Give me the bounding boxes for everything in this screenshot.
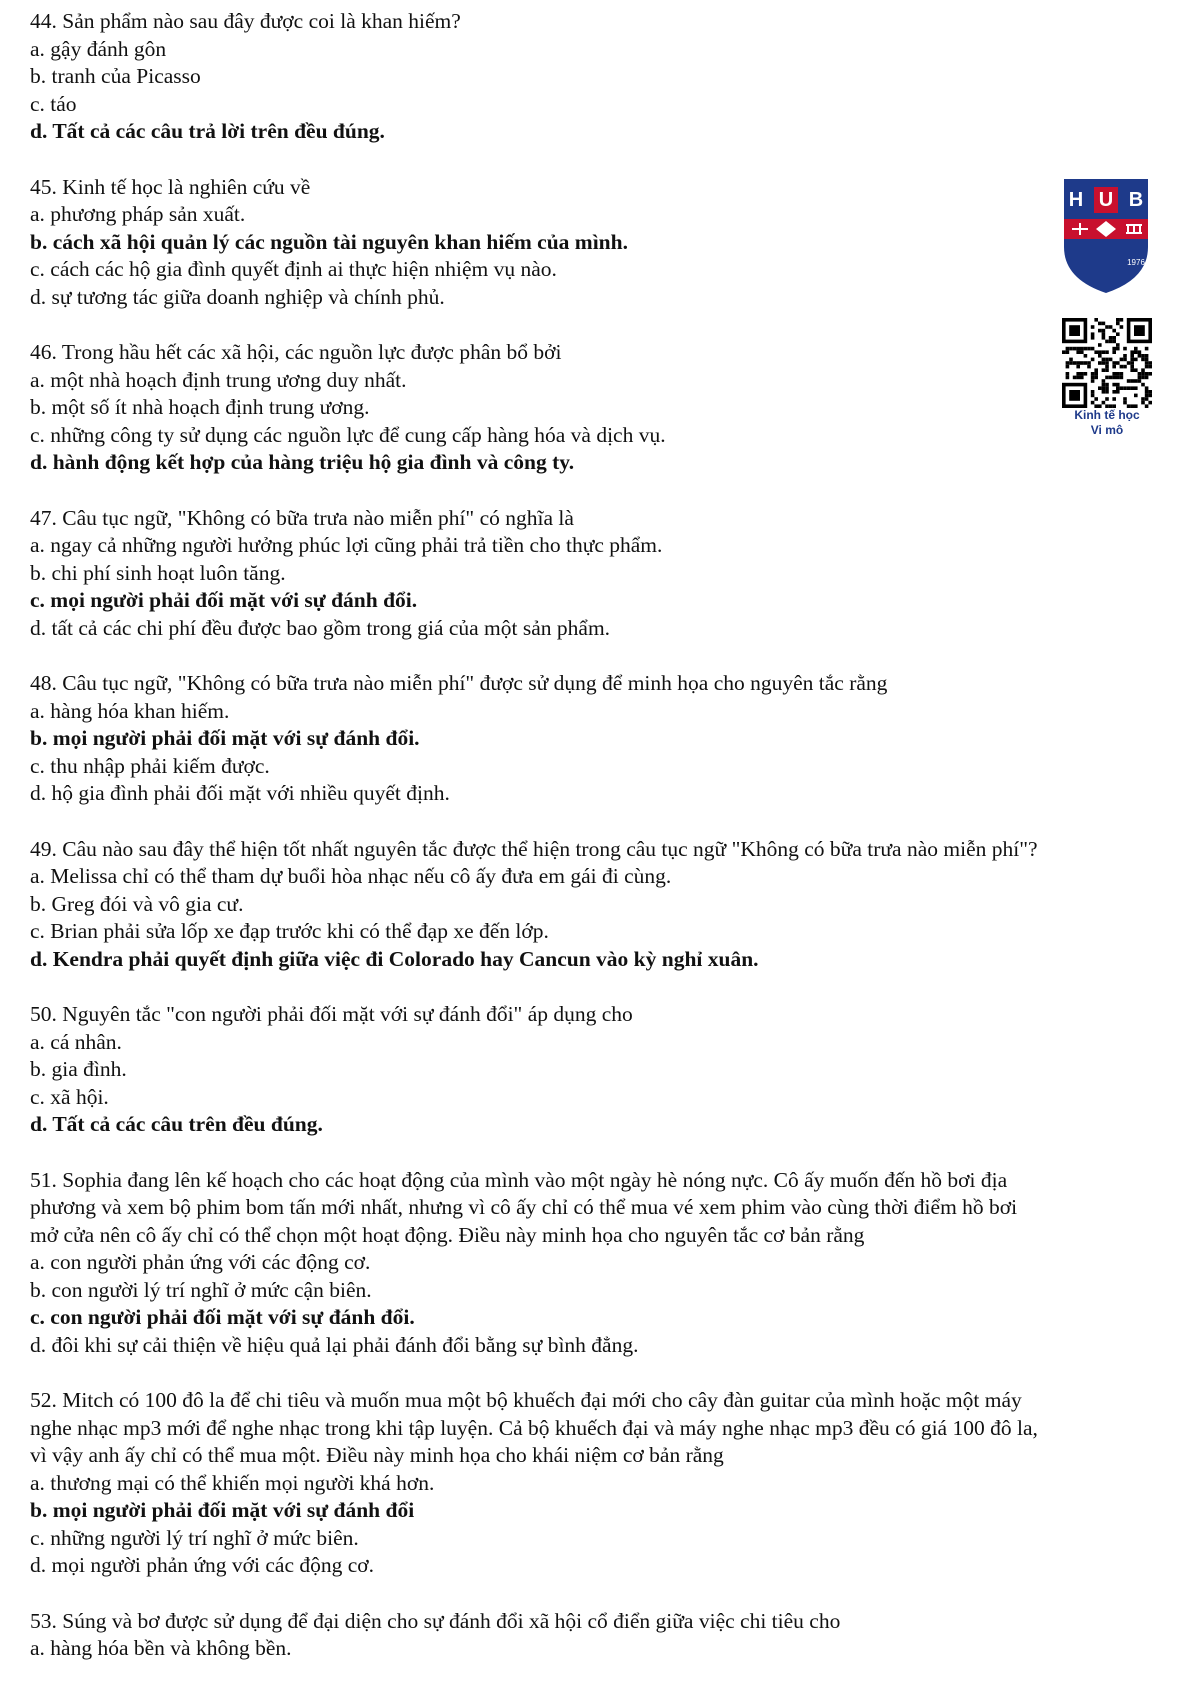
question-stem: phương và xem bộ phim bom tấn mới nhất, nhưng vì cô ấy chỉ có thể mua vé xem phim vào cùng thời điểm hồ bơi — [30, 1195, 1018, 1219]
qr-module — [1105, 350, 1109, 354]
correct-answer-option: d. hành động kết hợp của hàng triệu hộ gia đình và công ty. — [30, 450, 575, 474]
qr-module — [1116, 332, 1120, 336]
qr-module — [1102, 336, 1106, 340]
qr-module — [1123, 358, 1127, 362]
qr-module — [1098, 343, 1102, 347]
qr-module — [1112, 336, 1116, 340]
qr-module — [1145, 347, 1149, 351]
question-stem: 48. Câu tục ngữ, "Không có bữa trưa nào miễn phí" được sử dụng để minh họa cho nguyên tắc rằng — [30, 671, 888, 695]
qr-module — [1066, 365, 1070, 369]
correct-answer-option: b. mọi người phải đối mặt với sự đánh đổi. — [30, 726, 420, 750]
qr-module — [1087, 365, 1091, 369]
qr-module — [1098, 322, 1102, 326]
hub-logo — [1060, 175, 1152, 297]
qr-module — [1109, 358, 1113, 362]
answer-option: a. cá nhân. — [30, 1029, 122, 1054]
qr-module — [1141, 368, 1145, 372]
qr-module — [1127, 361, 1131, 365]
qr-module — [1066, 376, 1070, 380]
question-stem: 51. Sophia đang lên kế hoạch cho các hoạt động của mình vào một ngày hè nóng nực. Cô ấy muốn đến hồ bơi địa — [30, 1167, 1008, 1192]
question-stem: 47. Câu tục ngữ, "Không có bữa trưa nào miễn phí" có nghĩa là — [30, 505, 574, 530]
qr-module — [1091, 390, 1095, 394]
qr-module — [1109, 325, 1113, 329]
qr-module — [1116, 361, 1120, 365]
question-stem: 45. Kinh tế học là nghiên cứu về — [30, 174, 311, 199]
qr-module — [1105, 386, 1109, 390]
qr-module — [1123, 347, 1127, 351]
qr-module — [1134, 368, 1138, 372]
qr-module — [1120, 372, 1124, 376]
answer-option: a. thương mại có thể khiến mọi người khá hơn. — [30, 1470, 435, 1495]
question-stem: vì vậy anh ấy chỉ có thể mua một. Điều này minh họa cho khái niệm cơ bản rằng — [30, 1443, 724, 1467]
answer-option: a. hàng hóa khan hiếm. — [30, 698, 230, 723]
qr-module — [1120, 325, 1124, 329]
question-stem: 44. Sản phẩm nào sau đây được coi là khan hiếm? — [30, 9, 461, 33]
qr-module — [1073, 376, 1077, 380]
question-block — [30, 174, 1165, 312]
qr-module — [1141, 372, 1145, 376]
qr-module — [1105, 340, 1109, 344]
qr-module — [1098, 361, 1102, 365]
qr-module — [1116, 390, 1120, 394]
qr-module — [1091, 332, 1095, 336]
qr-module — [1069, 361, 1073, 365]
answer-option: b. gia đình. — [30, 1057, 127, 1081]
qr-module — [1105, 361, 1109, 365]
qr-module — [1091, 325, 1095, 329]
correct-answer-option: b. cách xã hội quản lý các nguồn tài nguyên khan hiếm của mình. — [30, 229, 628, 254]
answer-option: c. xã hội. — [30, 1084, 109, 1109]
qr-module — [1069, 347, 1073, 351]
qr-module — [1109, 376, 1113, 380]
qr-module — [1116, 372, 1120, 376]
qr-module — [1102, 383, 1106, 387]
qr-block — [1058, 318, 1156, 438]
question-block — [30, 505, 1165, 643]
answer-option: d. đôi khi sự cải thiện về hiệu quả lại phải đánh đổi bằng sự bình đẳng. — [30, 1332, 639, 1357]
qr-module — [1145, 397, 1149, 401]
qr-module — [1109, 340, 1113, 344]
document-body — [30, 8, 1165, 1691]
qr-label-course: Kinh tế học — [1074, 408, 1140, 422]
answer-option: b. một số ít nhà hoạch định trung ương. — [30, 395, 370, 419]
qr-module — [1145, 358, 1149, 362]
qr-module — [1138, 354, 1142, 358]
qr-module — [1120, 358, 1124, 362]
answer-option: a. phương pháp sản xuất. — [30, 202, 246, 226]
qr-module — [1134, 379, 1138, 383]
qr-module — [1102, 322, 1106, 326]
answer-option: a. gậy đánh gôn — [30, 36, 167, 61]
qr-module — [1102, 361, 1106, 365]
qr-module — [1134, 358, 1138, 362]
qr-finder-inner — [1069, 325, 1080, 336]
qr-module — [1145, 372, 1149, 376]
qr-module — [1145, 361, 1149, 365]
question-block — [30, 1608, 1165, 1663]
qr-module — [1105, 325, 1109, 329]
qr-module — [1091, 347, 1095, 351]
qr-module — [1120, 365, 1124, 369]
qr-module — [1130, 358, 1134, 362]
correct-answer-option: c. con người phải đối mặt với sự đánh đổi. — [30, 1305, 415, 1329]
qr-module — [1105, 368, 1109, 372]
qr-module — [1076, 365, 1080, 369]
answer-option: a. một nhà hoạch định trung ương duy nhất. — [30, 367, 407, 392]
answer-option: c. Brian phải sửa lốp xe đạp trước khi có thể đạp xe đến lớp. — [30, 919, 549, 943]
qr-module — [1123, 386, 1127, 390]
qr-module — [1120, 376, 1124, 380]
qr-module — [1148, 401, 1152, 405]
answer-option: d. tất cả các chi phí đều được bao gồm trong giá của một sản phẩm. — [30, 615, 611, 640]
qr-module — [1066, 347, 1070, 351]
qr-module — [1130, 368, 1134, 372]
qr-module — [1116, 347, 1120, 351]
qr-module — [1112, 329, 1116, 333]
answer-option: c. cách các hộ gia đình quyết định ai thực hiện nhiệm vụ nào. — [30, 257, 557, 281]
qr-module — [1145, 390, 1149, 394]
qr-module — [1134, 386, 1138, 390]
answer-option: b. chi phí sinh hoạt luôn tăng. — [30, 560, 286, 585]
qr-module — [1120, 318, 1124, 322]
qr-module — [1112, 372, 1116, 376]
answer-option: c. những công ty sử dụng các nguồn lực để cung cấp hàng hóa và dịch vụ. — [30, 422, 666, 447]
qr-module — [1112, 397, 1116, 401]
qr-module — [1145, 386, 1149, 390]
qr-module — [1091, 379, 1095, 383]
qr-module — [1094, 372, 1098, 376]
qr-module — [1127, 386, 1131, 390]
correct-answer-option: c. mọi người phải đối mặt với sự đánh đổi. — [30, 588, 418, 612]
qr-module — [1102, 332, 1106, 336]
qr-module — [1076, 347, 1080, 351]
qr-module — [1073, 361, 1077, 365]
logo-letter-b: B — [1128, 189, 1144, 211]
qr-module — [1130, 379, 1134, 383]
answer-option: a. hàng hóa bền và không bền. — [30, 1636, 292, 1660]
qr-module — [1080, 361, 1084, 365]
qr-module — [1102, 358, 1106, 362]
qr-module — [1116, 386, 1120, 390]
qr-module — [1094, 350, 1098, 354]
qr-module — [1116, 383, 1120, 387]
qr-module — [1080, 372, 1084, 376]
question-stem: 50. Nguyên tắc "con người phải đối mặt với sự đánh đổi" áp dụng cho — [30, 1002, 633, 1026]
qr-module — [1116, 343, 1120, 347]
qr-module — [1105, 376, 1109, 380]
qr-finder-inner — [1134, 325, 1145, 336]
question-block — [30, 8, 1165, 146]
qr-module — [1080, 347, 1084, 351]
qr-module — [1091, 336, 1095, 340]
qr-module — [1141, 397, 1145, 401]
qr-module — [1102, 379, 1106, 383]
qr-module — [1098, 354, 1102, 358]
correct-answer-option: d. Tất cả các câu trên đều đúng. — [30, 1112, 323, 1136]
qr-module — [1066, 372, 1070, 376]
qr-module — [1084, 347, 1088, 351]
qr-module — [1102, 368, 1106, 372]
qr-module — [1112, 361, 1116, 365]
qr-module — [1148, 394, 1152, 398]
qr-module — [1094, 318, 1098, 322]
qr-module — [1123, 401, 1127, 405]
qr-module — [1094, 376, 1098, 380]
correct-answer-option: b. mọi người phải đối mặt với sự đánh đổi — [30, 1498, 415, 1522]
qr-module — [1134, 347, 1138, 351]
qr-module — [1145, 376, 1149, 380]
question-stem: 49. Câu nào sau đây thể hiện tốt nhất nguyên tắc được thể hiện trong câu tục ngữ "Không có bữa trưa nào miễn phí"? — [30, 836, 1038, 861]
question-stem: mở cửa nên cô ấy chỉ có thể chọn một hoạt động. Điều này minh họa cho nguyên tắc cơ bản rằng — [30, 1222, 865, 1247]
qr-module — [1145, 354, 1149, 358]
qr-module — [1116, 318, 1120, 322]
question-block — [30, 836, 1165, 974]
answer-option: d. sự tương tác giữa doanh nghiệp và chính phủ. — [30, 284, 445, 309]
qr-module — [1148, 390, 1152, 394]
qr-module — [1102, 350, 1106, 354]
qr-module — [1087, 361, 1091, 365]
answer-option: d. hộ gia đình phải đối mặt với nhiều quyết định. — [30, 781, 450, 805]
qr-module — [1112, 383, 1116, 387]
qr-module — [1091, 372, 1095, 376]
qr-module — [1084, 361, 1088, 365]
qr-module — [1134, 350, 1138, 354]
answer-option: a. Melissa chỉ có thể tham dự buổi hòa nhạc nếu cô ấy đưa em gái đi cùng. — [30, 864, 672, 888]
qr-module — [1084, 354, 1088, 358]
qr-module — [1076, 361, 1080, 365]
qr-module — [1112, 347, 1116, 351]
qr-module — [1112, 340, 1116, 344]
qr-module — [1091, 401, 1095, 405]
qr-module — [1098, 350, 1102, 354]
qr-module — [1138, 376, 1142, 380]
qr-module — [1141, 383, 1145, 387]
qr-module — [1148, 365, 1152, 369]
qr-module — [1105, 358, 1109, 362]
qr-module — [1112, 365, 1116, 369]
logo-letter-h: H — [1068, 189, 1084, 211]
answer-option: c. những người lý trí nghĩ ở mức biên. — [30, 1525, 359, 1550]
qr-module — [1134, 394, 1138, 398]
qr-module — [1145, 365, 1149, 369]
qr-module — [1105, 383, 1109, 387]
qr-module — [1098, 329, 1102, 333]
qr-module — [1076, 376, 1080, 380]
qr-module — [1105, 365, 1109, 369]
qr-module — [1130, 386, 1134, 390]
qr-module — [1130, 361, 1134, 365]
qr-finder-inner — [1069, 390, 1080, 401]
answer-option: a. ngay cả những người hưởng phúc lợi cũng phải trả tiền cho thực phẩm. — [30, 533, 663, 557]
qr-module — [1127, 379, 1131, 383]
qr-module — [1102, 401, 1106, 405]
question-block — [30, 1001, 1165, 1139]
question-stem: 53. Súng và bơ được sử dụng để đại diện cho sự đánh đổi xã hội cổ điển giữa việc chi tiêu cho — [30, 1608, 841, 1633]
qr-label-subject: Vi mô — [1090, 423, 1124, 437]
answer-option: a. con người phản ứng với các động cơ. — [30, 1250, 371, 1274]
qr-module — [1145, 394, 1149, 398]
qr-module — [1091, 358, 1095, 362]
qr-module — [1116, 376, 1120, 380]
qr-module — [1080, 376, 1084, 380]
answer-option: d. mọi người phản ứng với các động cơ. — [30, 1553, 375, 1577]
qr-module — [1112, 376, 1116, 380]
question-block — [30, 670, 1165, 808]
qr-module — [1138, 372, 1142, 376]
qr-module — [1076, 372, 1080, 376]
qr-module — [1145, 404, 1149, 408]
question-stem: nghe nhạc mp3 mới để nghe nhạc trong khi tập luyện. Cả bộ khuếch đại và máy nghe nhạc mp3 đều có giá 100 đô la, — [30, 1415, 1038, 1440]
qr-module — [1069, 358, 1073, 362]
qr-module — [1141, 358, 1145, 362]
qr-module — [1073, 347, 1077, 351]
answer-option: c. táo — [30, 91, 77, 116]
qr-module — [1076, 350, 1080, 354]
qr-module — [1130, 350, 1134, 354]
answer-option: b. con người lý trí nghĩ ở mức cận biên. — [30, 1277, 372, 1302]
answer-option: b. tranh của Picasso — [30, 64, 201, 88]
qr-module — [1130, 365, 1134, 369]
qr-module — [1105, 397, 1109, 401]
qr-module — [1094, 397, 1098, 401]
answer-option: c. thu nhập phải kiếm được. — [30, 753, 270, 778]
qr-module — [1109, 336, 1113, 340]
question-stem: 46. Trong hầu hết các xã hội, các nguồn lực được phân bổ bởi — [30, 340, 562, 364]
qr-code[interactable] — [1062, 318, 1152, 408]
correct-answer-option: d. Kendra phải quyết định giữa việc đi Colorado hay Cancun vào kỳ nghỉ xuân. — [30, 946, 759, 971]
logo-year: 1976 — [1127, 258, 1145, 267]
qr-module — [1084, 372, 1088, 376]
qr-module — [1091, 376, 1095, 380]
qr-module — [1123, 365, 1127, 369]
qr-module — [1138, 350, 1142, 354]
qr-module — [1120, 386, 1124, 390]
qr-module — [1098, 386, 1102, 390]
qr-module — [1141, 354, 1145, 358]
qr-module — [1141, 401, 1145, 405]
qr-module — [1066, 350, 1070, 354]
qr-module — [1080, 350, 1084, 354]
question-block — [30, 339, 1165, 477]
qr-module — [1130, 354, 1134, 358]
qr-module — [1094, 368, 1098, 372]
qr-module — [1102, 386, 1106, 390]
qr-module — [1148, 372, 1152, 376]
qr-module — [1102, 329, 1106, 333]
building-emblem-icon — [1126, 225, 1142, 233]
qr-module — [1062, 350, 1066, 354]
qr-module — [1105, 390, 1109, 394]
qr-module — [1123, 354, 1127, 358]
qr-module — [1148, 361, 1152, 365]
qr-module — [1087, 347, 1091, 351]
qr-module — [1141, 376, 1145, 380]
logo-letter-u: U — [1098, 189, 1114, 211]
qr-module — [1066, 361, 1070, 365]
qr-module — [1102, 390, 1106, 394]
question-stem: 52. Mitch có 100 đô la để chi tiêu và muốn mua một bộ khuếch đại mới cho cây đàn guitar của mình hoặc một máy — [30, 1388, 1022, 1412]
qr-module — [1091, 394, 1095, 398]
correct-answer-option: d. Tất cả các câu trả lời trên đều đúng. — [30, 119, 385, 143]
qr-module — [1138, 379, 1142, 383]
qr-module — [1123, 397, 1127, 401]
qr-module — [1112, 390, 1116, 394]
qr-module — [1116, 322, 1120, 326]
qr-module — [1112, 350, 1116, 354]
answer-option: b. Greg đói và vô gia cư. — [30, 891, 244, 916]
question-block — [30, 1387, 1165, 1580]
question-block — [30, 1167, 1165, 1360]
